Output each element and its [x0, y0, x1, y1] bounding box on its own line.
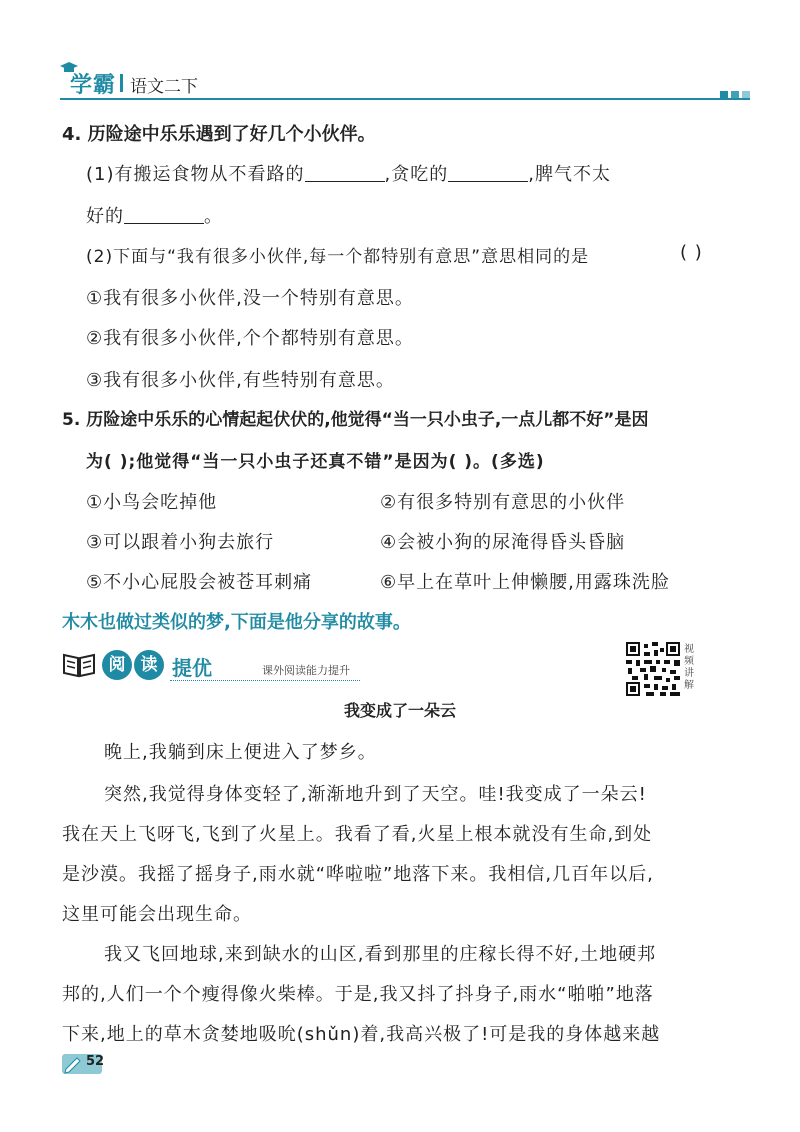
q4-option-3: ③我有很多小伙伴,有些特别有意思。 — [86, 370, 395, 391]
question-4-title: 4. 历险途中乐乐遇到了好几个小伙伴。 — [62, 124, 376, 145]
question-4-part1-cont — [86, 202, 223, 228]
question-5-title-cont: 为( );他觉得“当一只小虫子还真不错”是因为( )。(多选) — [86, 452, 545, 472]
q4-part1-text-a: (1)有搬运食物从不看路的 — [86, 164, 305, 185]
header-decoration — [717, 84, 750, 103]
story-p3-line1: 我又飞回地球,来到缺水的山区,看到那里的庄稼长得不好,土地硬邦 — [104, 944, 657, 965]
answer-blank-2[interactable] — [448, 163, 528, 182]
answer-blank-1[interactable] — [305, 163, 385, 182]
banner-char-1: 阅 — [102, 650, 132, 680]
q4-option-1: ①我有很多小伙伴,没一个特别有意思。 — [86, 288, 414, 309]
open-book-icon — [62, 652, 96, 678]
story-p3-line2: 邦的,人们一个个瘦得像火柴棒。于是,我又抖了抖身子,雨水“啪啪”地落 — [62, 984, 654, 1005]
q4-part1-text-d: 好的 — [86, 206, 124, 227]
header-rule — [60, 98, 750, 100]
q5-option-1: ①小鸟会吃掉他 — [86, 492, 218, 513]
subject-label: 语文二下 — [130, 77, 198, 97]
q4-part1-text-b: ,贪吃的 — [384, 164, 449, 185]
banner-title: 提优 — [172, 656, 212, 680]
banner-subtitle: 课外阅读能力提升 — [262, 664, 350, 677]
header-divider — [120, 74, 123, 92]
story-p1: 晚上,我躺到床上便进入了梦乡。 — [104, 742, 377, 763]
question-5-title: 5. 历险途中乐乐的心情起起伏伏的,他觉得“当一只小虫子,一点儿都不好”是因 — [62, 410, 649, 430]
story-title: 我变成了一朵云 — [343, 701, 456, 720]
story-p2-line2: 我在天上飞呀飞,飞到了火星上。我看了看,火星上根本就没有生命,到处 — [62, 824, 653, 845]
q5-option-6: ⑥早上在草叶上伸懒腰,用露珠洗脸 — [380, 572, 670, 593]
qr-caption: 视频讲解 — [684, 644, 694, 691]
page-number: 52 — [86, 1054, 105, 1069]
qr-code-icon[interactable] — [626, 642, 680, 696]
page-number-badge — [62, 1054, 105, 1074]
q4-part1-text-c: ,脾气不太 — [528, 164, 611, 185]
transition-text: 木木也做过类似的梦,下面是他分享的故事。 — [62, 612, 411, 633]
q5-option-4: ④会被小狗的尿淹得昏头昏脑 — [380, 532, 626, 553]
q4-part1-text-e: 。 — [204, 206, 223, 227]
q4-option-2: ②我有很多小伙伴,个个都特别有意思。 — [86, 328, 414, 349]
brand-logo: 学霸 — [70, 73, 117, 98]
reading-section-banner — [62, 648, 382, 688]
story-p3-line3: 下来,地上的草木贪婪地吸吮(shǔn)着,我高兴极了!可是我的身体越来越 — [62, 1024, 661, 1045]
q5-option-2: ②有很多特别有意思的小伙伴 — [380, 492, 626, 513]
story-p2-line1: 突然,我觉得身体变轻了,渐渐地升到了天空。哇!我变成了一朵云! — [104, 784, 647, 805]
banner-rule — [170, 680, 360, 681]
question-4-part2 — [86, 242, 589, 267]
banner-char-2: 读 — [134, 650, 164, 680]
answer-paren-q4[interactable]: ( ) — [680, 242, 703, 263]
story-p2-line3: 是沙漠。我摇了摇身子,雨水就“哗啦啦”地落下来。我相信,几百年以后, — [62, 864, 654, 885]
page-header — [60, 64, 750, 104]
q5-option-3: ③可以跟着小狗去旅行 — [86, 532, 275, 553]
q5-option-5: ⑤不小心屁股会被苍耳刺痛 — [86, 572, 313, 593]
story-p2-line4: 这里可能会出现生命。 — [62, 904, 252, 925]
answer-blank-3[interactable] — [124, 205, 204, 224]
q4-part2-text: (2)下面与“我有很多小伙伴,每一个都特别有意思”意思相同的是 — [86, 247, 590, 267]
question-4-part1 — [86, 160, 611, 186]
